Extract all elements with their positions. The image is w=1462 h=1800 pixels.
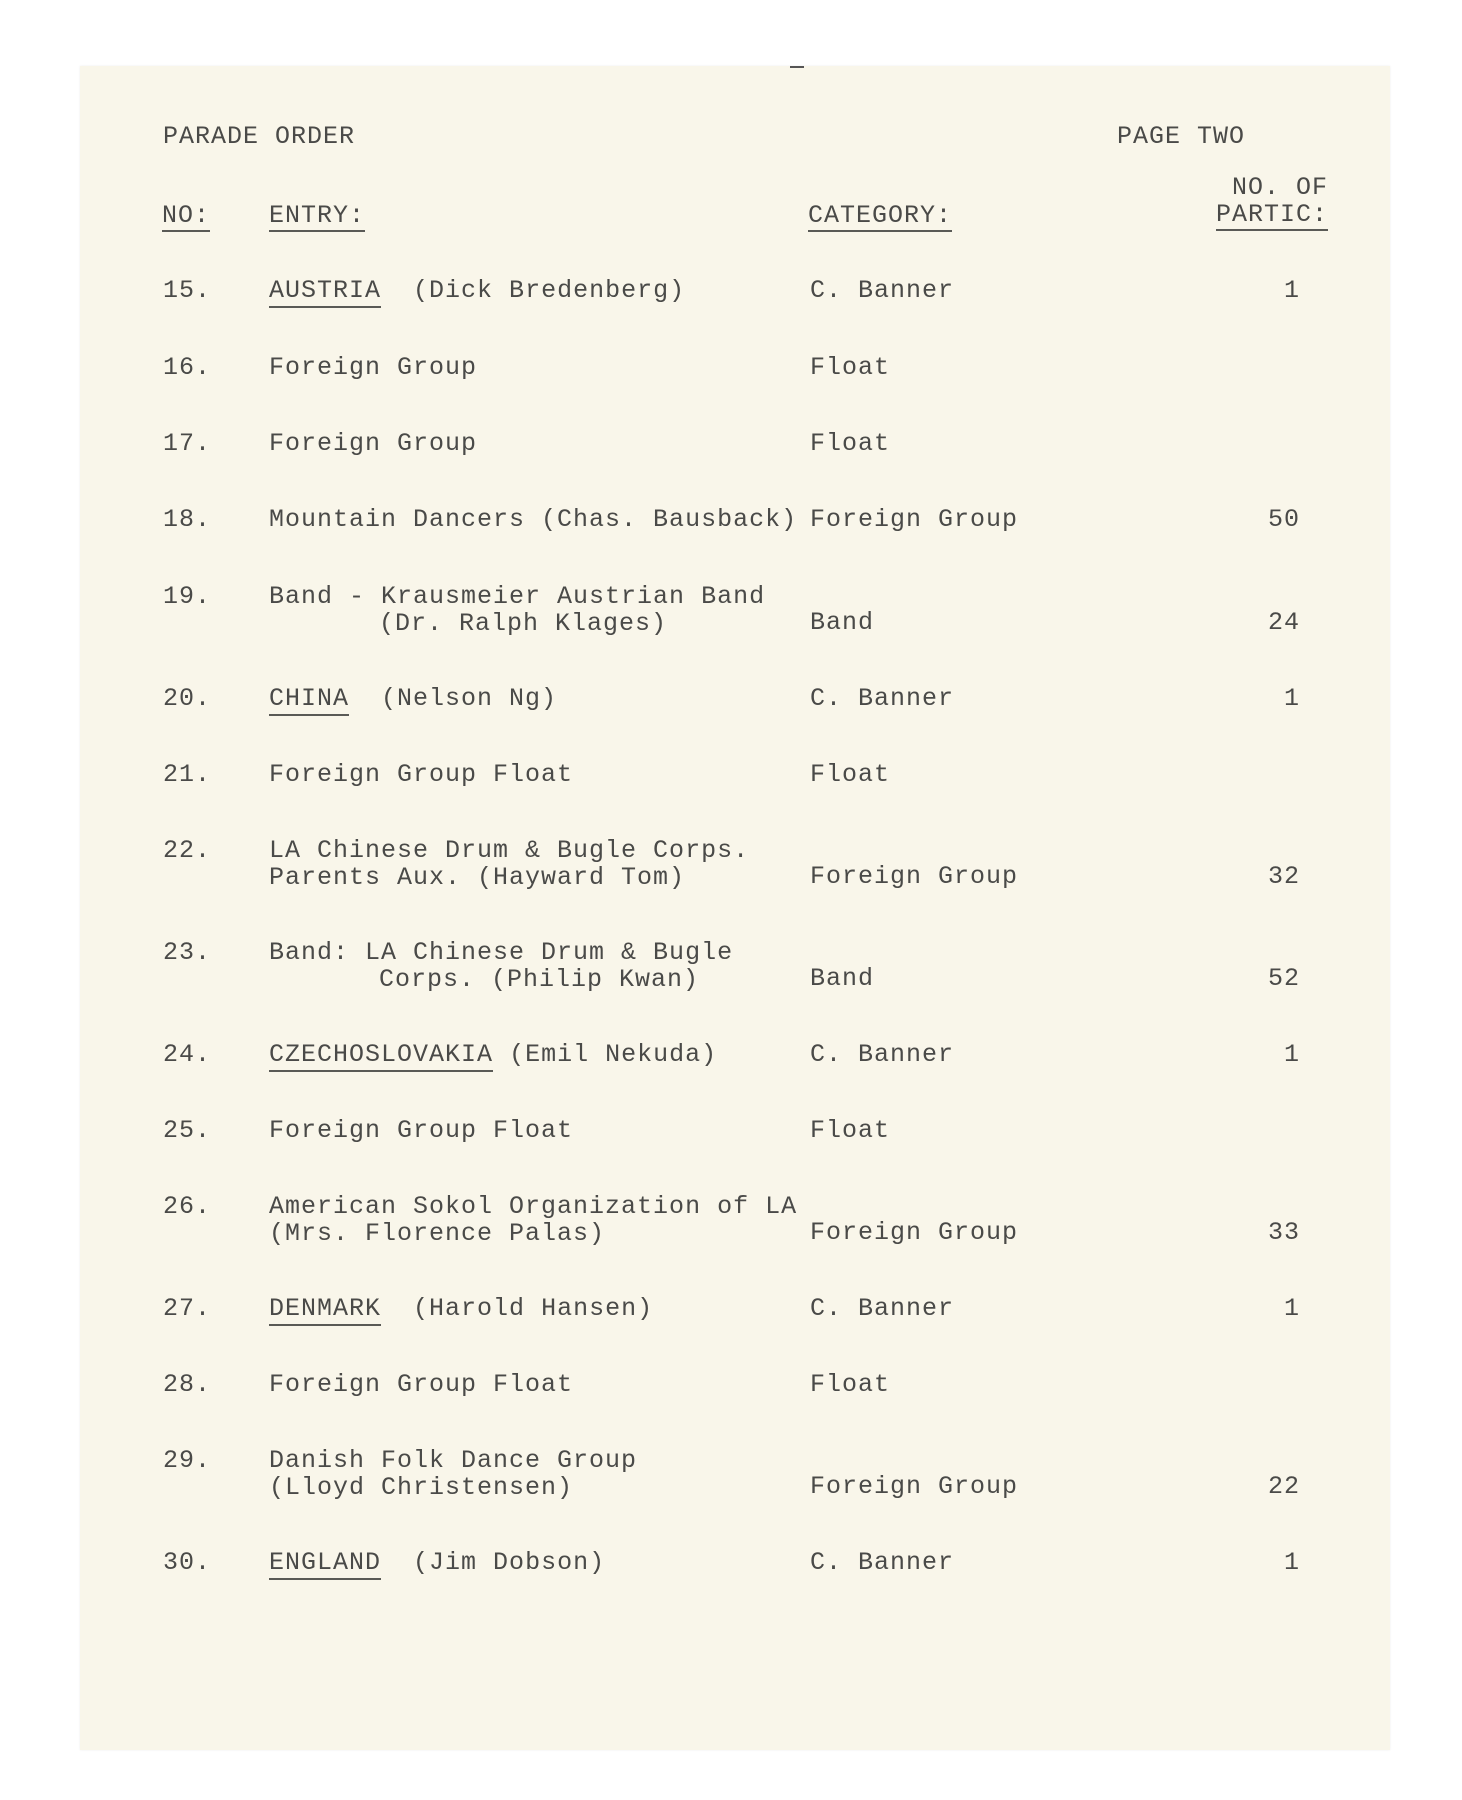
row-entry-line1: Danish Folk Dance Group bbox=[269, 1446, 638, 1475]
row-entry: Mountain Dancers (Chas. Bausback) bbox=[269, 505, 798, 534]
row-category: C. Banner bbox=[810, 684, 955, 713]
row-country: DENMARK bbox=[269, 1294, 381, 1326]
page-label: PAGE TWO bbox=[1117, 122, 1246, 151]
doc-title: PARADE ORDER bbox=[163, 122, 356, 151]
row-entry: Foreign Group bbox=[269, 353, 478, 382]
row-country: AUSTRIA bbox=[269, 276, 381, 308]
row-partic: 1 bbox=[1283, 684, 1300, 713]
row-entry: Foreign Group Float bbox=[269, 1370, 574, 1399]
row-category: Foreign Group bbox=[810, 505, 1019, 534]
row-entry-line2: (Mrs. Florence Palas) bbox=[269, 1219, 606, 1248]
row-category: C. Banner bbox=[810, 1040, 955, 1069]
row-partic: 24 bbox=[1267, 608, 1300, 637]
row-entry bbox=[269, 685, 557, 712]
row-contact: (Jim Dobson) bbox=[413, 1548, 606, 1577]
row-partic: 33 bbox=[1267, 1218, 1300, 1247]
row-entry-line1: LA Chinese Drum & Bugle Corps. bbox=[269, 836, 750, 865]
row-category: Float bbox=[810, 429, 891, 458]
col-header-category: CATEGORY: bbox=[808, 201, 953, 230]
row-partic: 52 bbox=[1267, 964, 1300, 993]
row-entry bbox=[269, 837, 749, 891]
row-partic: 1 bbox=[1283, 276, 1300, 305]
row-entry-line2: Corps. (Philip Kwan) bbox=[379, 965, 700, 994]
row-country: CZECHOSLOVAKIA bbox=[269, 1040, 493, 1072]
row-entry-line2: (Lloyd Christensen) bbox=[269, 1473, 574, 1502]
row-entry-line1: Band: LA Chinese Drum & Bugle bbox=[269, 938, 734, 967]
row-no: 22. bbox=[163, 836, 212, 865]
row-no: 19. bbox=[163, 582, 212, 611]
row-entry bbox=[269, 583, 765, 637]
row-entry bbox=[269, 939, 733, 993]
col-header-no: NO: bbox=[162, 201, 211, 230]
row-no: 30. bbox=[163, 1548, 212, 1577]
row-no: 15. bbox=[163, 276, 212, 305]
row-category: Float bbox=[810, 353, 891, 382]
row-category: Float bbox=[810, 760, 891, 789]
row-entry-line2: Parents Aux. (Hayward Tom) bbox=[269, 863, 686, 892]
col-header-entry: ENTRY: bbox=[269, 201, 366, 230]
row-no: 21. bbox=[163, 760, 212, 789]
row-partic: 50 bbox=[1267, 505, 1300, 534]
row-country: ENGLAND bbox=[269, 1548, 381, 1580]
row-entry bbox=[269, 1193, 797, 1247]
row-category: Foreign Group bbox=[810, 862, 1019, 891]
col-header-partic bbox=[1208, 174, 1328, 231]
row-contact: (Emil Nekuda) bbox=[509, 1040, 718, 1069]
row-category: C. Banner bbox=[810, 1548, 955, 1577]
row-category: C. Banner bbox=[810, 1294, 955, 1323]
row-no: 24. bbox=[163, 1040, 212, 1069]
row-no: 20. bbox=[163, 684, 212, 713]
row-entry: Foreign Group Float bbox=[269, 760, 574, 789]
row-entry bbox=[269, 1295, 653, 1322]
row-no: 25. bbox=[163, 1116, 212, 1145]
col-header-partic-line2: PARTIC: bbox=[1215, 200, 1328, 229]
row-category: Foreign Group bbox=[810, 1472, 1019, 1501]
row-category: Foreign Group bbox=[810, 1218, 1019, 1247]
row-no: 28. bbox=[163, 1370, 212, 1399]
row-partic: 1 bbox=[1283, 1548, 1300, 1577]
row-entry bbox=[269, 1041, 717, 1068]
row-partic: 1 bbox=[1283, 1294, 1300, 1323]
row-no: 18. bbox=[163, 505, 212, 534]
row-no: 17. bbox=[163, 429, 212, 458]
row-entry bbox=[269, 1447, 637, 1501]
row-entry: Foreign Group Float bbox=[269, 1116, 574, 1145]
row-no: 26. bbox=[163, 1192, 212, 1221]
row-no: 27. bbox=[163, 1294, 212, 1323]
row-contact: (Nelson Ng) bbox=[381, 684, 558, 713]
row-entry bbox=[269, 1549, 605, 1576]
row-entry-line1: American Sokol Organization of LA bbox=[269, 1192, 798, 1221]
row-country: CHINA bbox=[269, 684, 349, 716]
row-contact: (Dick Bredenberg) bbox=[413, 276, 686, 305]
row-entry bbox=[269, 277, 685, 304]
row-partic: 32 bbox=[1267, 862, 1300, 891]
document-page bbox=[80, 66, 1390, 1750]
row-contact: (Harold Hansen) bbox=[413, 1294, 654, 1323]
row-category: Float bbox=[810, 1370, 891, 1399]
col-header-partic-line1: NO. OF bbox=[1231, 173, 1328, 202]
row-partic: 1 bbox=[1283, 1040, 1300, 1069]
row-category: Band bbox=[810, 964, 875, 993]
row-entry-line1: Band - Krausmeier Austrian Band bbox=[269, 582, 766, 611]
row-entry-line2: (Dr. Ralph Klages) bbox=[379, 609, 668, 638]
row-no: 23. bbox=[163, 938, 212, 967]
row-category: Band bbox=[810, 608, 875, 637]
top-edge-mark bbox=[790, 66, 804, 68]
row-no: 16. bbox=[163, 353, 212, 382]
row-category: C. Banner bbox=[810, 276, 955, 305]
row-no: 29. bbox=[163, 1446, 212, 1475]
row-partic: 22 bbox=[1267, 1472, 1300, 1501]
row-category: Float bbox=[810, 1116, 891, 1145]
row-entry: Foreign Group bbox=[269, 429, 478, 458]
